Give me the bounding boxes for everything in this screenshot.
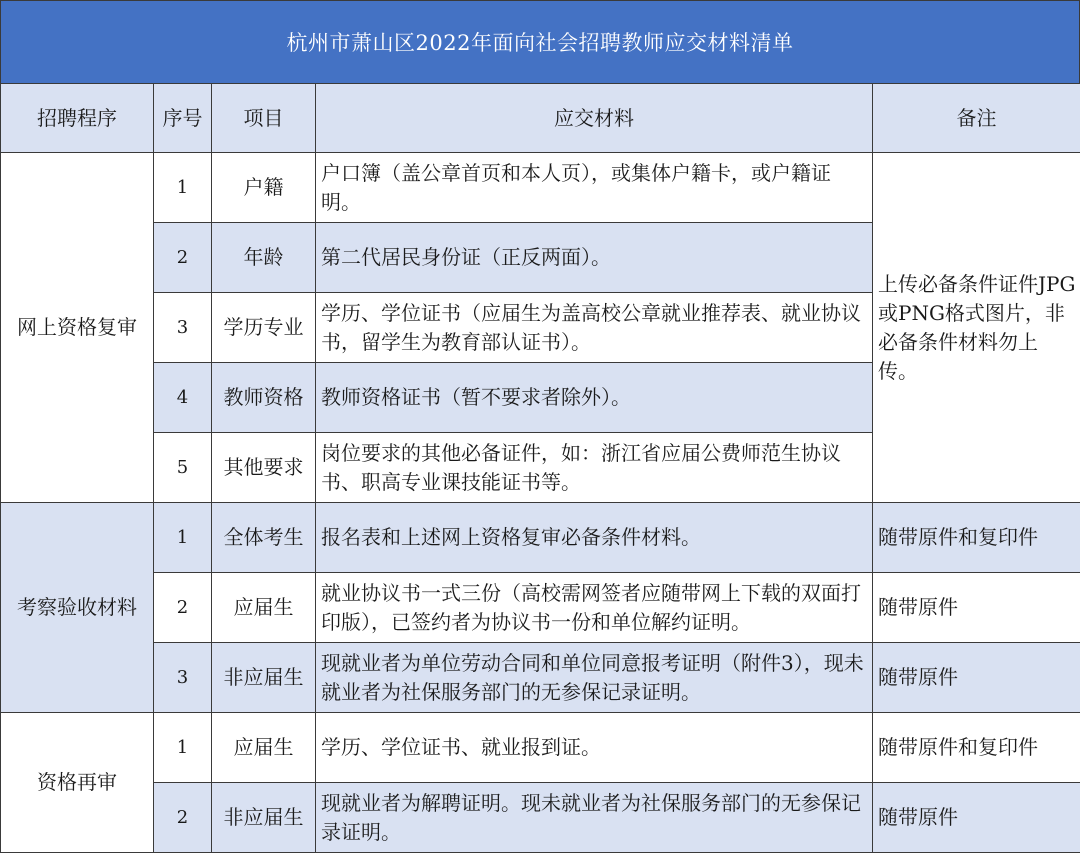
- stage-cell: 考察验收材料: [1, 503, 154, 713]
- table-row: [1, 503, 1080, 573]
- materials-cell: 第二代居民身份证（正反两面）。: [316, 223, 873, 293]
- materials-cell: 学历、学位证书、就业报到证。: [316, 713, 873, 783]
- header-note: 备注: [873, 84, 1080, 153]
- materials-table: [0, 83, 1080, 853]
- note-cell: 随带原件和复印件: [873, 713, 1080, 783]
- header-row: [1, 84, 1080, 153]
- header-materials: 应交材料: [316, 84, 873, 153]
- item-cell: 年龄: [212, 223, 316, 293]
- header-item: 项目: [212, 84, 316, 153]
- table-row: [1, 153, 1080, 223]
- note-cell: 随带原件和复印件: [873, 503, 1080, 573]
- seq-cell: 1: [154, 153, 212, 223]
- materials-cell: 就业协议书一式三份（高校需网签者应随带网上下载的双面打印版），已签约者为协议书一份和单位解约证明。: [316, 573, 873, 643]
- seq-cell: 2: [154, 223, 212, 293]
- materials-cell: 现就业者为单位劳动合同和单位同意报考证明（附件3），现未就业者为社保服务部门的无参保记录证明。: [316, 643, 873, 713]
- item-cell: 非应届生: [212, 643, 316, 713]
- seq-cell: 3: [154, 643, 212, 713]
- table-row: [1, 643, 1080, 713]
- seq-cell: 2: [154, 783, 212, 853]
- materials-cell: 户口簿（盖公章首页和本人页），或集体户籍卡，或户籍证明。: [316, 153, 873, 223]
- table-row: [1, 713, 1080, 783]
- table-row: [1, 783, 1080, 853]
- table-row: [1, 573, 1080, 643]
- item-cell: 户籍: [212, 153, 316, 223]
- header-seq: 序号: [154, 84, 212, 153]
- materials-cell: 教师资格证书（暂不要求者除外）。: [316, 363, 873, 433]
- item-cell: 其他要求: [212, 433, 316, 503]
- materials-cell: 岗位要求的其他必备证件，如：浙江省应届公费师范生协议书、职高专业课技能证书等。: [316, 433, 873, 503]
- note-cell: 随带原件: [873, 783, 1080, 853]
- seq-cell: 3: [154, 293, 212, 363]
- header-stage: 招聘程序: [1, 84, 154, 153]
- seq-cell: 4: [154, 363, 212, 433]
- seq-cell: 1: [154, 713, 212, 783]
- item-cell: 应届生: [212, 573, 316, 643]
- table-title: 杭州市萧山区2022年面向社会招聘教师应交材料清单: [0, 0, 1080, 84]
- shared-note-cell: 上传必备条件证件JPG或PNG格式图片，非必备条件材料勿上传。: [873, 153, 1080, 503]
- item-cell: 非应届生: [212, 783, 316, 853]
- seq-cell: 5: [154, 433, 212, 503]
- note-cell: 随带原件: [873, 573, 1080, 643]
- materials-cell: 报名表和上述网上资格复审必备条件材料。: [316, 503, 873, 573]
- note-cell: 随带原件: [873, 643, 1080, 713]
- materials-cell: 现就业者为解聘证明。现未就业者为社保服务部门的无参保记录证明。: [316, 783, 873, 853]
- item-cell: 教师资格: [212, 363, 316, 433]
- seq-cell: 2: [154, 573, 212, 643]
- materials-cell: 学历、学位证书（应届生为盖高校公章就业推荐表、就业协议书，留学生为教育部认证书）。: [316, 293, 873, 363]
- item-cell: 全体考生: [212, 503, 316, 573]
- seq-cell: 1: [154, 503, 212, 573]
- item-cell: 应届生: [212, 713, 316, 783]
- stage-cell: 网上资格复审: [1, 153, 154, 503]
- item-cell: 学历专业: [212, 293, 316, 363]
- stage-cell: 资格再审: [1, 713, 154, 853]
